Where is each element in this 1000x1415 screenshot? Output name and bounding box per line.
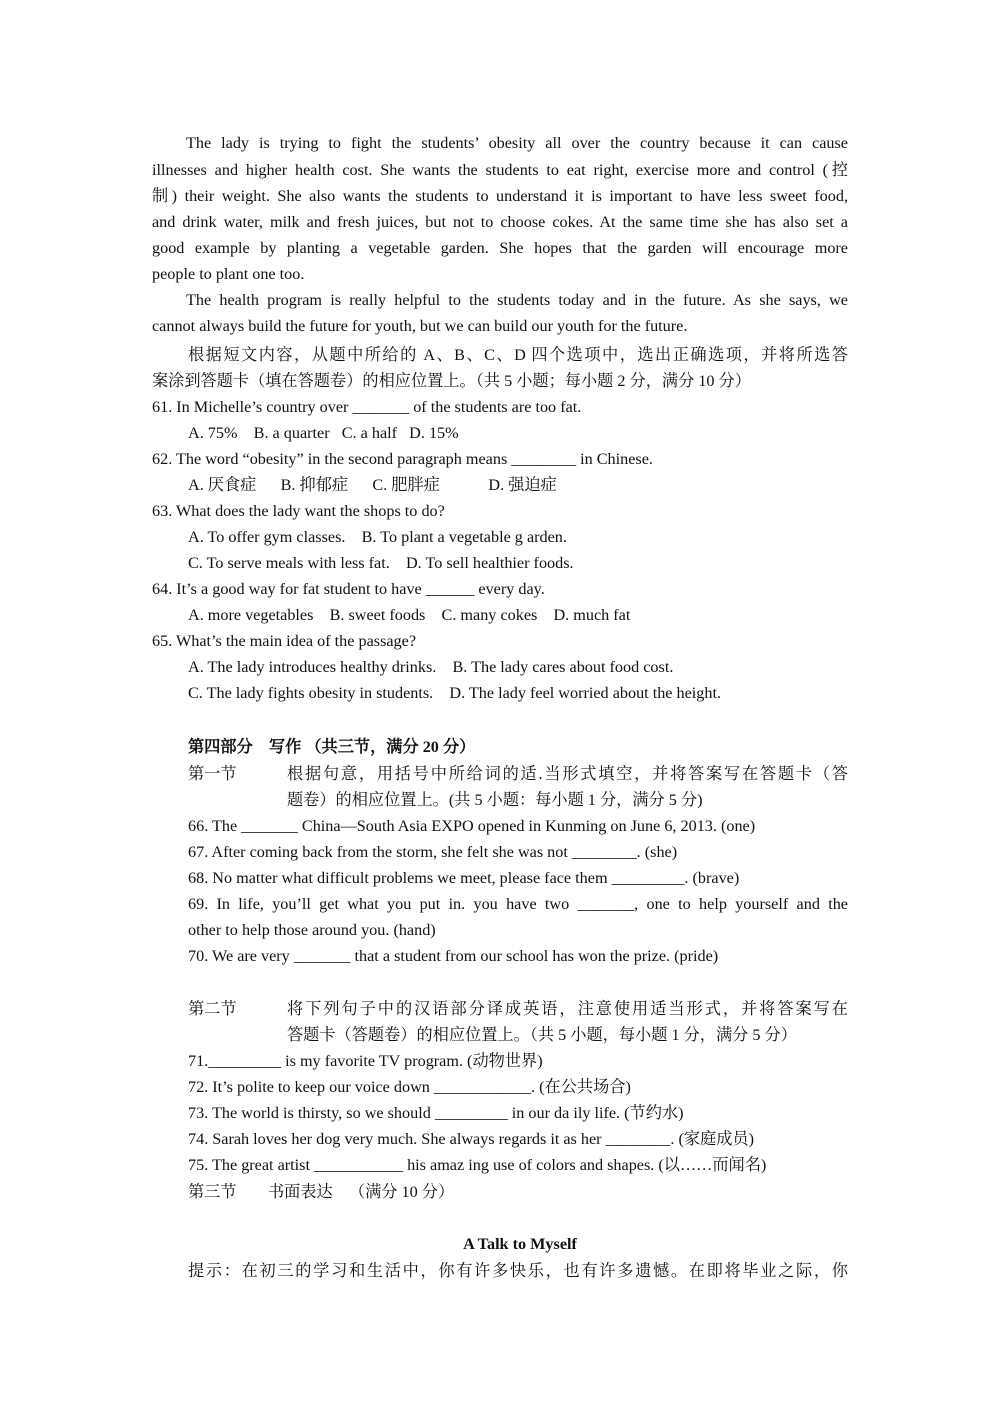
passage-line: and drink water, milk and fresh juices, but not to choose cokes. At the same time she has also set a xyxy=(152,213,848,231)
passage-line: cannot always build the future for youth, but we can build our youth for the future. xyxy=(152,317,688,335)
question-61: 61. In Michelle’s country over _______ of the students are too fat. xyxy=(152,398,582,416)
question-65-options: A. The lady introduces healthy drinks. B. The lady cares about food cost. xyxy=(188,658,674,676)
question-64: 64. It’s a good way for fat student to have ______ every day. xyxy=(152,580,545,598)
question-65: 65. What’s the main idea of the passage? xyxy=(152,632,417,650)
section1-label: 第一节 xyxy=(188,765,237,783)
question-63: 63. What does the lady want the shops to do? xyxy=(152,502,445,520)
question-65-options: C. The lady fights obesity in students. D. The lady feel worried about the height. xyxy=(188,684,722,702)
item-67: 67. After coming back from the storm, she felt she was not ________. (she) xyxy=(188,843,678,861)
section2-instruction: 答题卡（答题卷）的相应位置上。（共 5 小题，每小题 1 分，满分 5 分） xyxy=(287,1026,797,1044)
passage-line: The lady is trying to fight the students’ obesity all over the country because it can cause xyxy=(186,134,848,152)
section3-label: 第三节 xyxy=(188,1183,237,1201)
section3-title: 书面表达 （满分 10 分） xyxy=(268,1183,455,1201)
question-62-options: A. 厌食症 B. 抑郁症 C. 肥胖症 D. 强迫症 xyxy=(188,476,557,494)
passage-line: good example by planting a vegetable garden. She hopes that the garden will encourage more xyxy=(152,239,848,257)
item-70: 70. We are very _______ that a student from our school has won the prize. (pride) xyxy=(188,947,719,965)
item-73: 73. The world is thirsty, so we should _________ in our da ily life. (节约水) xyxy=(188,1104,684,1122)
part4-heading: 第四部分 写作 （共三节，满分 20 分） xyxy=(188,738,476,756)
item-69: 69. In life, you’ll get what you put in. you have two _______, one to help yourself and the xyxy=(188,895,848,913)
item-69-cont: other to help those around you. (hand) xyxy=(188,921,436,939)
item-72: 72. It’s polite to keep our voice down ____________. (在公共场合) xyxy=(188,1078,631,1096)
item-74: 74. Sarah loves her dog very much. She always regards it as her ________. (家庭成员) xyxy=(188,1130,754,1148)
essay-title: A Talk to Myself xyxy=(463,1235,577,1253)
section2-instruction: 将下列句子中的汉语部分译成英语，注意使用适当形式，并将答案写在 xyxy=(287,1000,848,1018)
passage-line: The health program is really helpful to the students today and in the future. As she says, we xyxy=(186,291,848,309)
passage-line: illnesses and higher health cost. She wants the students to eat right, exercise more and control (控 xyxy=(152,161,848,179)
item-75: 75. The great artist ___________ his amaz ing use of colors and shapes. (以……而闻名) xyxy=(188,1156,767,1174)
question-61-options: A. 75% B. a quarter C. a half D. 15% xyxy=(188,424,459,442)
item-71: 71._________ is my favorite TV program. (动物世界) xyxy=(188,1052,543,1070)
section1-instruction: 题卷）的相应位置上。(共 5 小题：每小题 1 分，满分 5 分) xyxy=(287,791,703,809)
question-64-options: A. more vegetables B. sweet foods C. many cokes D. much fat xyxy=(188,606,631,624)
question-63-options: C. To serve meals with less fat. D. To sell healthier foods. xyxy=(188,554,574,572)
question-62: 62. The word “obesity” in the second paragraph means ________ in Chinese. xyxy=(152,450,653,468)
item-68: 68. No matter what difficult problems we meet, please face them _________. (brave) xyxy=(188,869,740,887)
section1-instruction: 根据句意，用括号中所给词的适.当形式填空，并将答案写在答题卡（答 xyxy=(287,765,848,783)
passage-line: people to plant one too. xyxy=(152,265,305,283)
instruction-line: 案涂到答题卡（填在答题卷）的相应位置上。（共 5 小题；每小题 2 分，满分 10 分） xyxy=(152,372,751,390)
passage-line: 制) their weight. She also wants the students to understand it is important to have less sweet food, xyxy=(152,187,848,205)
question-63-options: A. To offer gym classes. B. To plant a vegetable g arden. xyxy=(188,528,567,546)
essay-prompt: 提示：在初三的学习和生活中，你有许多快乐，也有许多遗憾。在即将毕业之际，你 xyxy=(188,1262,848,1280)
item-66: 66. The _______ China—South Asia EXPO opened in Kunming on June 6, 2013. (one) xyxy=(188,817,756,835)
instruction-line: 根据短文内容，从题中所给的 A、B、C、D 四个选项中，选出正确选项，并将所选答 xyxy=(188,346,848,364)
section2-label: 第二节 xyxy=(188,1000,237,1018)
